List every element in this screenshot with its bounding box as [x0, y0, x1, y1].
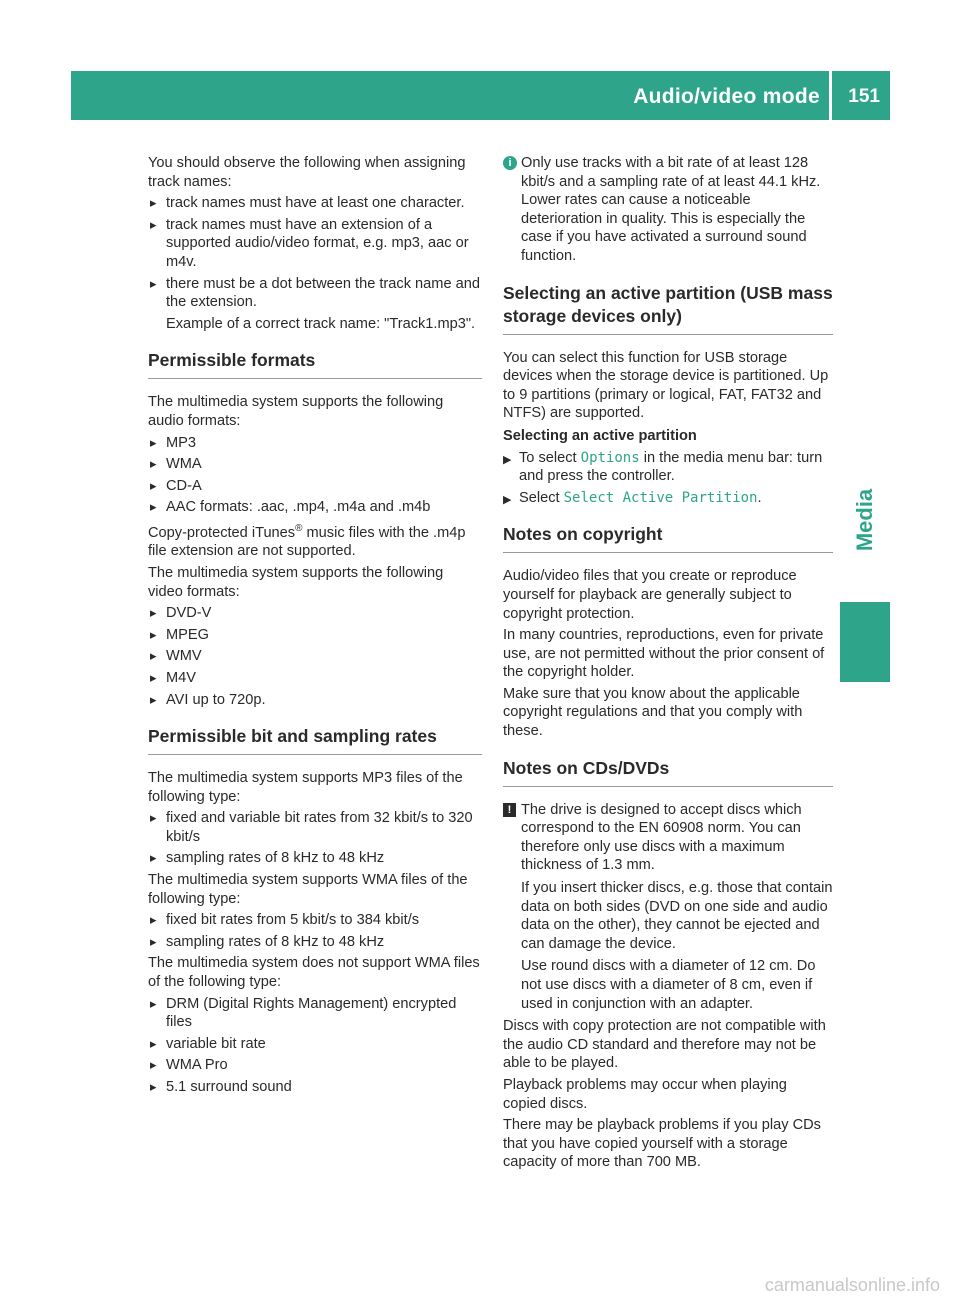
heading-cds-dvds: Notes on CDs/DVDs [503, 757, 833, 787]
copyright-paragraph: Audio/video files that you create or reproduce yourself for playback are generally subject to copyright protection. [503, 568, 797, 622]
select-active-partition-ref: Select Active Partition [563, 489, 758, 506]
list-item: ▸ WMV [148, 647, 482, 666]
chapter-tab-label [840, 460, 890, 580]
options-menu-ref: Options [580, 449, 640, 466]
list-item: ▸ 5.1 surround sound [148, 1078, 482, 1097]
video-formats-intro: The multimedia system supports the following video formats: [148, 564, 444, 600]
step-item [503, 449, 833, 486]
track-rules-list [148, 194, 482, 312]
cd-paragraph: Discs with copy protection are not compatible with the audio CD standard and therefore may not be able to be played. [503, 1018, 826, 1072]
info-note-text: Only use tracks with a bit rate of at least 128 kbit/s and a sampling rate of at least 44.1 kHz. Lower rates can cause a noticeable deterioration in quality. This is especially the case if you have activated a surround sound function. [521, 155, 821, 264]
step-text-rest: in the media menu bar: turn and press the controller. [519, 449, 823, 485]
section-title: Audio/video mode [633, 85, 820, 108]
list-item: ▸ WMA [148, 455, 482, 474]
list-item: ▸ AAC formats: .aac, .mp4, .m4a and .m4b [148, 498, 482, 517]
step-text-rest: . [757, 489, 762, 506]
list-item: ▸ fixed bit rates from 5 kbit/s to 384 kbit/s [148, 911, 482, 930]
step-text: To select [519, 449, 581, 466]
chapter-label-text: Media [852, 488, 877, 552]
subheading-active-partition: Selecting an active partition [503, 427, 697, 444]
track-names-intro: You should observe the following when assigning track names: [148, 155, 466, 190]
copyright-paragraph: Make sure that you know about the applicable copyright regulations and that you comply with these. [503, 685, 803, 740]
warning-paragraph: The drive is designed to accept discs which correspond to the EN 60908 norm. You can therefore only use discs with a maximum thickness of 1.3 mm. [521, 801, 802, 874]
heading-bit-sampling-rates: Permissible bit and sampling rates [148, 725, 482, 755]
left-column [148, 154, 482, 1100]
wma-list [148, 911, 482, 951]
wma-intro: The multimedia system supports WMA files of the following type: [148, 872, 468, 907]
copyright-paragraph: In many countries, reproductions, even for private use, are not permitted without the prior consent of the copyright holder. [503, 627, 825, 681]
heading-copyright: Notes on copyright [503, 523, 833, 553]
partition-steps [503, 449, 833, 508]
itunes-text: Copy-protected iTunes [148, 524, 296, 541]
info-icon: i [503, 156, 517, 170]
step-item [503, 489, 833, 508]
header-divider [829, 71, 832, 120]
step-text: Select [519, 489, 564, 506]
wma-unsupported-list [148, 995, 482, 1097]
list-item: ▸ variable bit rate [148, 1035, 482, 1054]
itunes-text-rest: music files with the .m4p file extension are not supported. [148, 524, 466, 560]
list-item: ▸ WMA Pro [148, 1056, 482, 1075]
list-item: ▸ fixed and variable bit rates from 32 kbit/s to 320 kbit/s [148, 809, 482, 846]
warning-paragraph: Use round discs with a diameter of 12 cm. Do not use discs with a diameter of 8 cm, even if used in conjunction with an adapter. [521, 958, 816, 1012]
warning-icon: ! [503, 803, 516, 817]
itunes-note [148, 520, 482, 561]
list-item: ▸ sampling rates of 8 kHz to 48 kHz [148, 849, 482, 868]
mp3-intro: The multimedia system supports MP3 files of the following type: [148, 770, 463, 805]
partition-text: You can select this function for USB storage devices when the storage device is partitioned. Up to 9 partitions (primary or logical, FAT, FAT32 and NTFS) are supported. [503, 349, 829, 422]
cd-paragraph: Playback problems may occur when playing copied discs. [503, 1076, 787, 1112]
list-item: ▸ track names must have an extension of a supported audio/video format, e.g. mp3, aac or m4v. [148, 216, 482, 272]
heading-active-partition: Selecting an active partition (USB mass storage devices only) [503, 282, 833, 335]
cd-paragraph: There may be playback problems if you play CDs that you have copied yourself with a storage capacity of more than 700 MB. [503, 1117, 821, 1171]
list-item: ▸ M4V [148, 669, 482, 688]
list-item: ▸ MPEG [148, 626, 482, 645]
page-header [71, 71, 890, 120]
list-item: ▸ AVI up to 720p. [148, 691, 482, 710]
warning-paragraph: If you insert thicker discs, e.g. those that contain data on both sides (DVD on one side and audio data on the other), they cannot be ejected and can damage the device. [521, 880, 833, 952]
example-text: Example of a correct track name: "Track1.mp3". [166, 315, 476, 332]
right-column [503, 154, 833, 1175]
list-item: ▸ DVD-V [148, 604, 482, 623]
list-item: ▸ there must be a dot between the track name and the extension. [148, 275, 482, 312]
audio-formats-intro: The multimedia system supports the following audio formats: [148, 394, 444, 429]
list-item: ▸ track names must have at least one character. [148, 194, 482, 213]
list-item: ▸ MP3 [148, 434, 482, 453]
info-note [503, 154, 833, 266]
page-number: 151 [848, 86, 880, 107]
heading-permissible-formats: Permissible formats [148, 349, 482, 379]
warning-note [503, 801, 833, 1014]
chapter-tab-marker [840, 602, 890, 682]
list-item: ▸ CD-A [148, 477, 482, 496]
wma-unsupported-intro: The multimedia system does not support WMA files of the following type: [148, 955, 480, 991]
registered-mark: ® [295, 522, 303, 534]
list-item: ▸ DRM (Digital Rights Management) encrypted files [148, 995, 482, 1032]
watermark: carmanualsonline.info [764, 1275, 940, 1295]
video-formats-list [148, 604, 482, 709]
list-item: ▸ sampling rates of 8 kHz to 48 kHz [148, 933, 482, 952]
audio-formats-list [148, 434, 482, 517]
mp3-list [148, 809, 482, 868]
